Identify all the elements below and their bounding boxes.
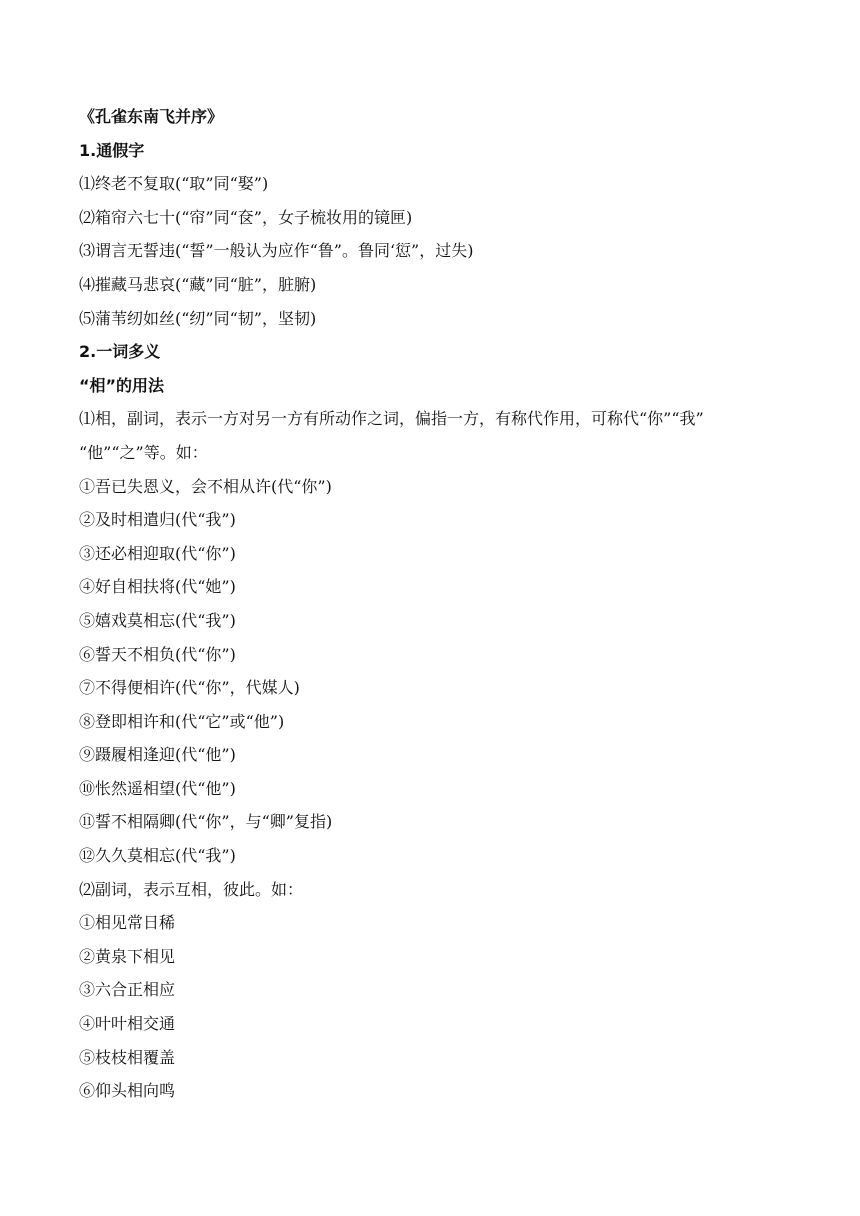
list-item: ⑵箱帘六七十(“帘”同“奁”，女子梳妆用的镜匣) [79, 207, 413, 227]
example-item: ④好自相扶将(代“她”) [79, 577, 236, 597]
example-item: ③还必相迎取(代“你”) [79, 543, 236, 563]
example-item: ⑧登即相许和(代“它”或“他”) [79, 711, 285, 731]
example-item: ⑥仰头相向鸣 [79, 1081, 176, 1101]
example-item: ⑤嬉戏莫相忘(代“我”) [79, 610, 236, 630]
paragraph-line: “他”“之”等。如： [79, 442, 208, 462]
section-heading-yiciduoyi: 2.一词多义 [79, 342, 161, 362]
example-item: ⑨蹑履相逢迎(代“他”) [79, 745, 236, 765]
document-body [79, 100, 799, 1108]
example-item: ①吾已失恩义，会不相从许(代“你”) [79, 476, 332, 496]
paragraph-line: ⑵副词，表示互相，彼此。如： [79, 879, 304, 899]
example-item: ⑪誓不相隔卿(代“你”，与“卿”复指) [79, 812, 333, 832]
example-item: ②黄泉下相见 [79, 946, 176, 966]
list-item: ⑶谓言无誓违(“誓”一般认为应作“鲁”。鲁同‘愆”，过失) [79, 241, 474, 261]
example-item: ②及时相遣归(代“我”) [79, 510, 236, 530]
example-item: ⑤枝枝相覆盖 [79, 1047, 176, 1067]
example-item: ④叶叶相交通 [79, 1014, 176, 1034]
example-item: ⑫久久莫相忘(代“我”) [79, 846, 236, 866]
list-item: ⑸蒲苇纫如丝(“纫”同“韧”，坚韧) [79, 308, 317, 328]
document-title: 《孔雀东南飞并序》 [79, 107, 224, 126]
example-item: ⑩怅然遥相望(代“他”) [79, 778, 236, 798]
list-item: ⑷摧藏马悲哀(“藏”同“脏”，脏腑) [79, 274, 317, 294]
list-item: ⑴终老不复取(“取”同“娶”) [79, 174, 269, 194]
example-item: ③六合正相应 [79, 980, 176, 1000]
example-item: ⑦不得便相许(代“你”，代媒人) [79, 678, 300, 698]
example-item: ①相见常日稀 [79, 913, 176, 933]
subheading-xiang-usage: “相”的用法 [79, 375, 165, 395]
section-heading-tongjiazi: 1.通假字 [79, 140, 145, 160]
example-item: ⑥誓天不相负(代“你”) [79, 644, 236, 664]
paragraph-line: ⑴相，副词，表示一方对另一方有所动作之词，偏指一方，有称代作用，可称代“你”“我” [79, 409, 704, 429]
